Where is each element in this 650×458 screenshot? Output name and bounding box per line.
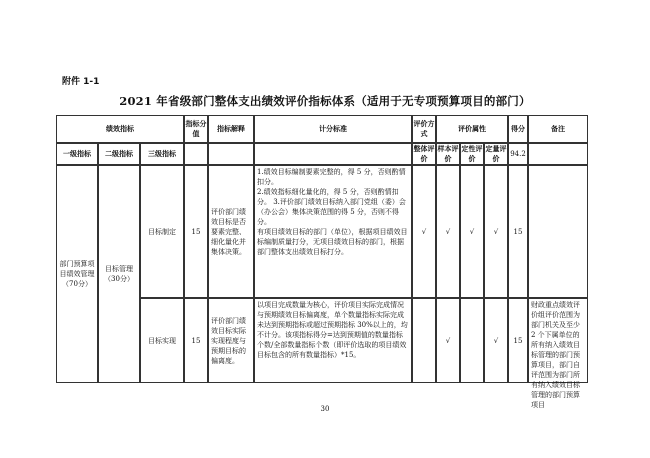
row1-explain: 评价部门绩效目标是否要素完整、细化量化并集体决策。 <box>208 165 254 298</box>
row2-sample-check: √ <box>436 298 460 383</box>
row1-level3: 目标制定 <box>140 165 184 298</box>
header-quantitative: 定量评价 <box>485 145 507 163</box>
header-attribute: 评价属性 <box>436 115 508 143</box>
header-note-blank <box>528 143 588 165</box>
row1-weight: 15 <box>184 165 208 298</box>
row2-note: 财政重点绩效评价组评价范围为部门机关及至少 2 个下属单位的所有纳入绩效目标管理的部门预算项目，部门自评范围为部门所有纳入绩效目标管理的部门预算项目 <box>528 298 588 383</box>
row2-explain: 评价部门绩效目标实际实现程度与预期目标的偏离度。 <box>208 298 254 383</box>
header-indicator: 绩效指标 <box>56 115 184 143</box>
header-level2: 二级指标 <box>98 143 140 165</box>
document-title: 2021 年省级部门整体支出绩效评价指标体系（适用于无专项预算项目的部门） <box>119 94 531 108</box>
row1-note <box>528 165 588 298</box>
row2-overall-check <box>412 298 436 383</box>
header-sample: 样本评价 <box>437 145 459 163</box>
header-explain: 指标解释 <box>208 115 254 143</box>
row1-score: 15 <box>508 165 528 298</box>
header-score: 得分 <box>508 115 528 143</box>
row1-standard: 1.绩效目标编制要素完整的，得 5 分，否则酌情扣分。 2.绩效指标细化量化的，得 5 分，否则酌情扣分。 3.评价部门绩效目标纳入部门党组（委）会（办公会）集体决策范围的得 5 分，否则不得分。 有项目绩效目标的部门（单位），根据项目绩效目标编制质量打分，无项目绩效目标的部门，根据部门整体支出绩效目标打分。 <box>254 165 412 298</box>
row1-sample-check: √ <box>436 165 460 298</box>
header-method: 评价方式 <box>412 115 436 143</box>
header-standard-blank <box>254 143 412 165</box>
attachment-label: 附件 1-1 <box>62 77 100 87</box>
row2-level3: 目标实现 <box>140 298 184 383</box>
header-qualitative: 定性评价 <box>461 145 483 163</box>
row2-qualitative-check <box>460 298 484 383</box>
indicator-table <box>56 115 588 409</box>
row2-weight: 15 <box>184 298 208 383</box>
header-overall: 整体评价 <box>413 145 435 163</box>
header-level1: 一级指标 <box>56 143 98 165</box>
header-note: 备注 <box>528 115 588 143</box>
page-number: 30 <box>320 405 330 413</box>
row1-qualitative-check: √ <box>460 165 484 298</box>
row2-quantitative-check: √ <box>484 298 508 383</box>
row1-overall-check: √ <box>412 165 436 298</box>
header-standard: 计分标准 <box>254 115 412 143</box>
header-level3: 三级指标 <box>140 143 184 165</box>
row1-quantitative-check: √ <box>484 165 508 298</box>
row2-score: 15 <box>508 298 528 383</box>
row2-standard: 以项目完成数量为核心，评价项目实际完成情况与预期绩效目标偏离度，单个数量指标实际完成未达到预期指标或超过预期指标 30%以上的，均不计分。该项指标得分=达到预期值的数量指标个数/全部数量指标个数（即评价选取的项目绩效目标包含的所有数量指标）*15。 <box>254 298 412 383</box>
header-weight: 指标分值 <box>184 115 208 143</box>
level2-indicator: 目标管理（30分） <box>98 165 140 383</box>
total-score: 94.2 <box>508 143 528 165</box>
header-explain-blank <box>208 143 254 165</box>
level1-indicator: 部门预算项目绩效管理（70分） <box>56 165 98 383</box>
header-weight-blank <box>184 143 208 165</box>
